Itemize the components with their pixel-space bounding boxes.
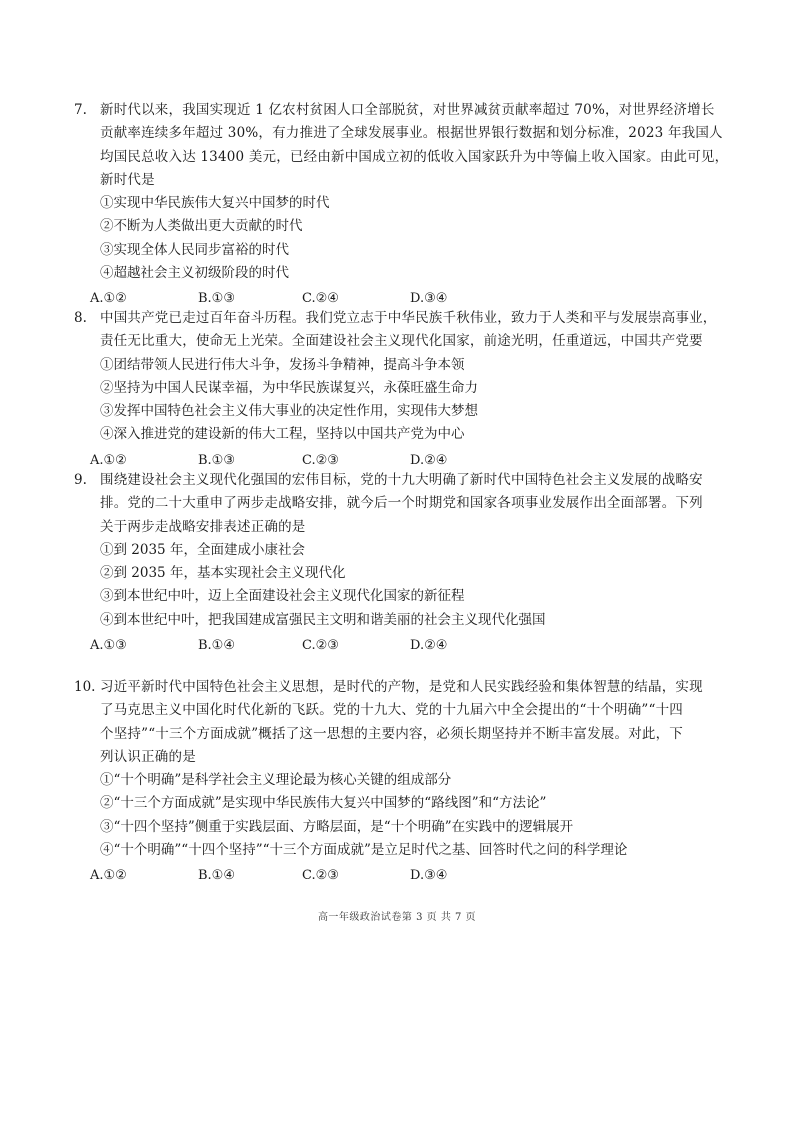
statement-list <box>100 192 724 285</box>
statement-item: ④超越社会主义初级阶段的时代 <box>100 265 289 282</box>
answer-choice-c: C.②④ <box>302 291 339 307</box>
answer-choice-b: B.①④ <box>198 868 235 884</box>
answer-choice-c: C.②③ <box>302 868 339 884</box>
statement-list <box>100 354 724 447</box>
statement-item: ②“十三个方面成就”是实现中华民族伟大复兴中国梦的“路线图”和“方法论” <box>100 795 547 812</box>
answer-choice-a: A.①② <box>90 868 127 884</box>
statement-item: ②不断为人类做出更大贡献的时代 <box>100 218 303 235</box>
statement-list <box>100 539 724 632</box>
stem-line: 习近平新时代中国特色社会主义思想，是时代的产物，是党和人民实践经验和集体智慧的结晶，实现 <box>100 679 703 695</box>
answer-choice-a: A.①② <box>90 291 127 307</box>
stem-line: 关于两步走战略安排表述正确的是 <box>100 518 306 535</box>
answer-choice-c: C.②③ <box>302 638 339 654</box>
stem-line: 中国共产党已走过百年奋斗历程。我们党立志于中华民族千秋伟业，致力于人类和平与发展崇高事业， <box>100 310 717 326</box>
answer-choice-b: B.①④ <box>198 638 235 654</box>
statement-item: ③实现全体人民同步富裕的时代 <box>100 241 289 258</box>
answer-choice-a: A.①③ <box>90 638 127 654</box>
stem-line: 贡献率连续多年超过 30%，有力推进了全球发展事业。根据世界银行数据和划分标准，2023 年我国人 <box>100 125 723 142</box>
statement-item: ②到 2035 年，基本实现社会主义现代化 <box>100 565 346 582</box>
statement-item: ③发挥中国特色社会主义伟大事业的决定性作用，实现伟大梦想 <box>100 403 478 420</box>
statement-item: ③“十四个坚持”侧重于实践层面、方略层面，是“十个明确”在实践中的逻辑展开 <box>100 818 574 835</box>
stem-line: 新时代是 <box>100 171 155 188</box>
stem-line: 个坚持”“十三个方面成就”概括了这一思想的主要内容，必须长期坚持并不断丰富发展。对此，下 <box>100 725 684 742</box>
answer-choice-d: D.②④ <box>410 638 448 654</box>
question-stem <box>100 99 729 192</box>
statement-item: ①实现中华民族伟大复兴中国梦的时代 <box>100 195 330 212</box>
statement-item: ②坚持为中国人民谋幸福，为中华民族谋复兴，永葆旺盛生命力 <box>100 379 478 396</box>
statement-item: ③到本世纪中叶，迈上全面建设社会主义现代化国家的新征程 <box>100 588 465 605</box>
answer-choice-d: D.③④ <box>410 868 448 884</box>
statement-item: ④到本世纪中叶，把我国建成富强民主文明和谐美丽的社会主义现代化强国 <box>100 611 546 628</box>
question-stem <box>100 307 724 354</box>
answer-choice-a: A.①② <box>90 452 127 468</box>
statement-item: ④深入推进党的建设新的伟大工程，坚持以中国共产党为中心 <box>100 426 465 443</box>
statement-list <box>100 769 724 862</box>
stem-line: 新时代以来，我国实现近 1 亿农村贫困人口全部脱贫，对世界减贫贡献率超过 70%，对世界经济增长 <box>100 102 715 118</box>
question-number: 7. <box>74 102 87 118</box>
answer-choices <box>90 634 724 657</box>
page-footer: 高一年级政治试卷第 3 页 共 7 页 <box>317 912 477 923</box>
stem-line: 责任无比重大，使命无上光荣。全面建设社会主义现代化国家，前途光明，任重道远，中国共产党要 <box>100 333 703 350</box>
answer-choice-d: D.③④ <box>410 291 448 307</box>
question-number: 10. <box>74 679 96 695</box>
statement-item: ④“十个明确”“十四个坚持”“十三个方面成就”是立足时代之基、回答时代之问的科学理论 <box>100 842 628 859</box>
question-8 <box>74 307 724 472</box>
stem-line: 围绕建设社会主义现代化强国的宏伟目标，党的十九大明确了新时代中国特色社会主义发展的战略安 <box>100 472 703 488</box>
question-number: 8. <box>74 310 87 326</box>
question-7 <box>74 99 729 310</box>
question-9 <box>74 469 724 657</box>
answer-choice-b: B.①③ <box>198 452 235 468</box>
answer-choice-c: C.②③ <box>302 452 339 468</box>
answer-choice-d: D.②④ <box>410 452 448 468</box>
question-number: 9. <box>74 472 87 488</box>
question-stem <box>100 676 724 769</box>
stem-line: 排。党的二十大重申了两步走战略安排，就今后一个时期党和国家各项事业发展作出全面部署。下列 <box>100 495 703 512</box>
statement-item: ①团结带领人民进行伟大斗争，发扬斗争精神，提高斗争本领 <box>100 356 465 373</box>
stem-line: 均国民总收入达 13400 美元，已经由新中国成立初的低收入国家跃升为中等偏上收入国家。由此可见， <box>100 148 729 165</box>
answer-choices <box>90 864 724 887</box>
question-stem <box>100 469 724 539</box>
answer-choice-b: B.①③ <box>198 291 235 307</box>
question-10 <box>74 676 724 887</box>
stem-line: 了马克思主义中国化时代化新的飞跃。党的十九大、党的十九届六中全会提出的“十个明确”“十四 <box>100 702 684 719</box>
stem-line: 列认识正确的是 <box>100 748 196 765</box>
statement-item: ①到 2035 年，全面建成小康社会 <box>100 541 305 558</box>
statement-item: ①“十个明确”是科学社会主义理论最为核心关键的组成部分 <box>100 772 452 789</box>
